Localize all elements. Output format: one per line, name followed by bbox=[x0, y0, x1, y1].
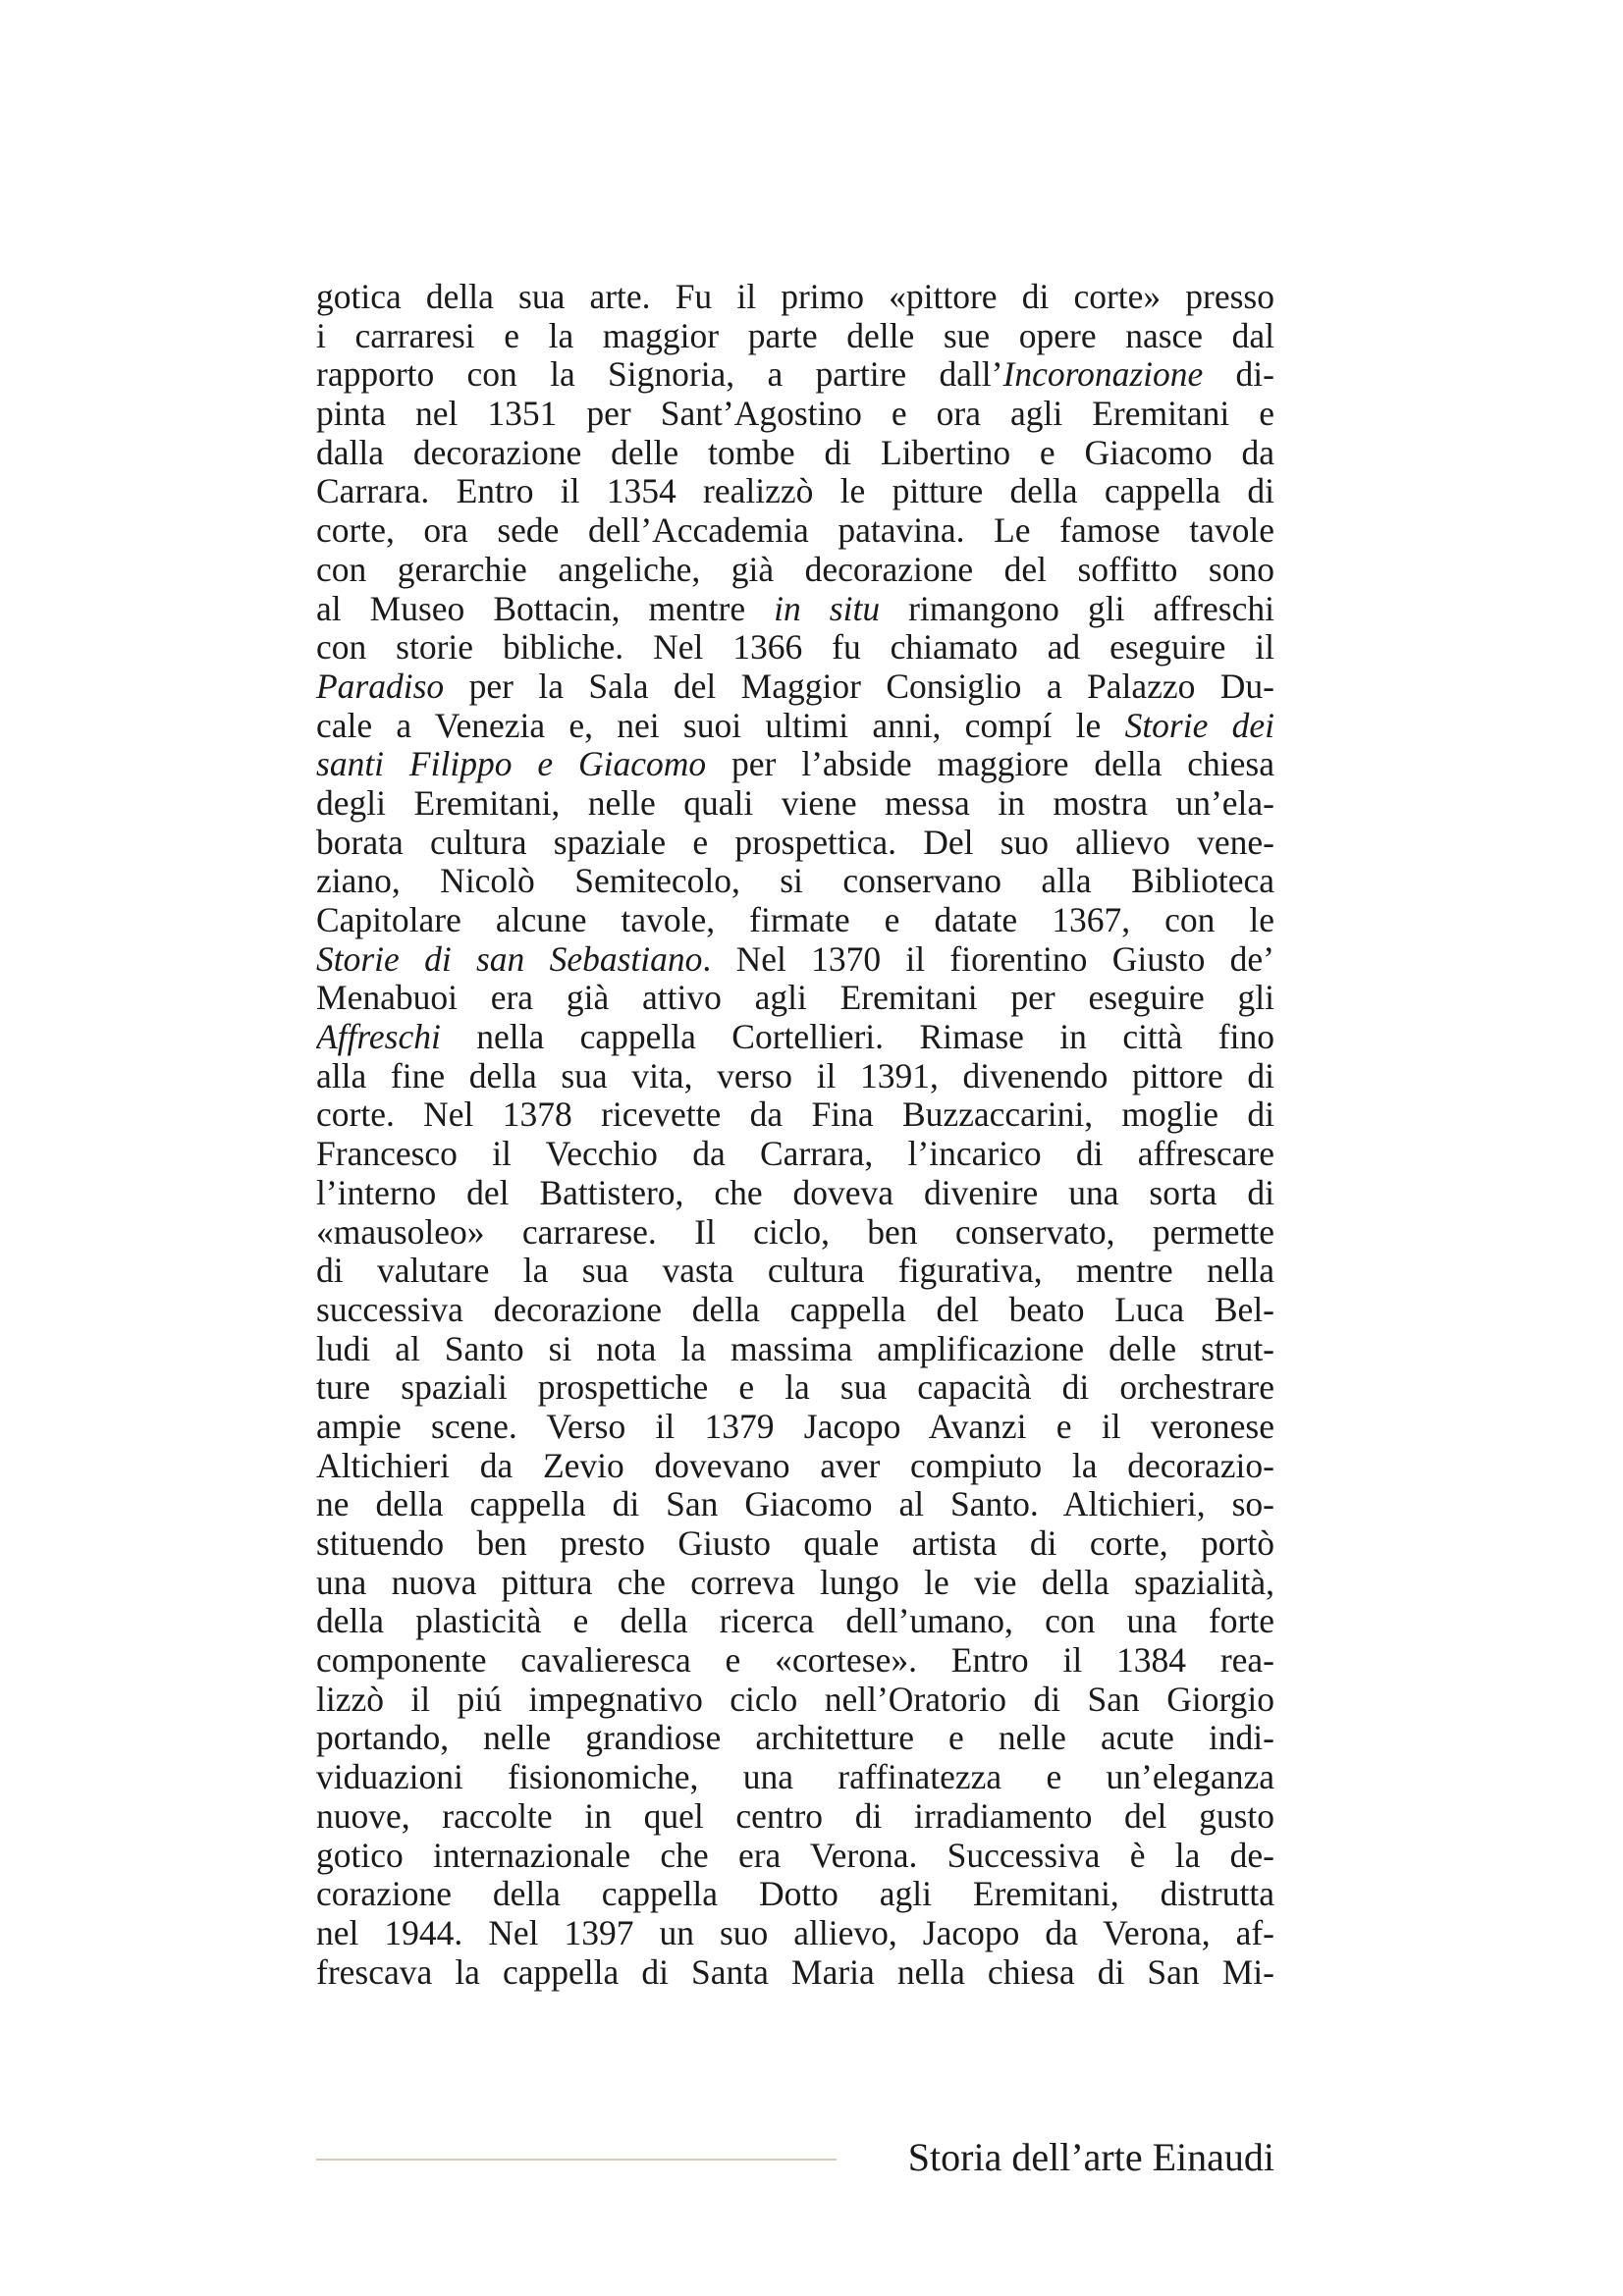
text-line bbox=[316, 901, 1274, 940]
text-run: borata cultura spaziale e prospettica. Del suo allievo vene- bbox=[316, 823, 1274, 862]
text-line bbox=[316, 1368, 1274, 1408]
text-run: una nuova pittura che correva lungo le vie della spazialità, bbox=[316, 1563, 1274, 1602]
text-run: stituendo ben presto Giusto quale artista di corte, portò bbox=[316, 1524, 1274, 1563]
text-line bbox=[316, 395, 1274, 434]
italic-run: santi Filippo e Giacomo bbox=[316, 745, 707, 784]
text-line bbox=[316, 1837, 1274, 1876]
text-run: «mausoleo» carrarese. Il ciclo, ben conservato, permette bbox=[316, 1212, 1274, 1252]
text-run: . Nel 1370 il fiorentino Giusto de’ bbox=[702, 939, 1274, 979]
text-run: cale a Venezia e, nei suoi ultimi anni, compí le bbox=[316, 706, 1125, 745]
text-run: Menabuoi era già attivo agli Eremitani per eseguire gli bbox=[316, 979, 1274, 1018]
text-run: dalla decorazione delle tombe di Libertino e Giacomo da bbox=[316, 433, 1274, 472]
text-line bbox=[316, 511, 1274, 551]
text-run: frescava la cappella di Santa Maria nella chiesa di San Mi- bbox=[316, 1952, 1274, 1992]
text-line bbox=[316, 1681, 1274, 1720]
text-line bbox=[316, 278, 1274, 317]
text-line bbox=[316, 745, 1274, 784]
text-run: ne della cappella di San Giacomo al Santo. Altichieri, so- bbox=[316, 1485, 1274, 1524]
text-run: di- bbox=[1203, 355, 1274, 395]
text-line bbox=[316, 862, 1274, 901]
text-run: alla fine della sua vita, verso il 1391, divenendo pittore di bbox=[316, 1056, 1274, 1095]
text-line bbox=[316, 551, 1274, 590]
text-run: corazione della cappella Dotto agli Eremitani, distrutta bbox=[316, 1875, 1274, 1914]
text-run: lizzò il piú impegnativo ciclo nell’Oratorio di San Giorgio bbox=[316, 1680, 1274, 1719]
text-line bbox=[316, 1953, 1274, 1993]
text-run: Francesco il Vecchio da Carrara, l’incarico di affrescare bbox=[316, 1135, 1274, 1174]
text-run: corte. Nel 1378 ricevette da Fina Buzzaccarini, moglie di bbox=[316, 1095, 1274, 1135]
text-run: pinta nel 1351 per Sant’Agostino e ora agli Eremitani e bbox=[316, 395, 1274, 434]
text-run: ziano, Nicolò Semitecolo, si conservano alla Biblioteca bbox=[316, 862, 1274, 901]
text-line bbox=[316, 355, 1274, 395]
text-line bbox=[316, 1330, 1274, 1369]
text-line bbox=[316, 317, 1274, 356]
text-run: della plasticità e della ricerca dell’umano, con una forte bbox=[316, 1602, 1274, 1641]
italic-run: Affreschi bbox=[316, 1018, 441, 1057]
text-run: Altichieri da Zevio dovevano aver compiuto la decorazio- bbox=[316, 1446, 1274, 1485]
text-run: nel 1944. Nel 1397 un suo allievo, Jacopo da Verona, af- bbox=[316, 1913, 1274, 1952]
text-line bbox=[316, 1213, 1274, 1253]
footer-rule bbox=[316, 2159, 837, 2161]
italic-run: in situ bbox=[774, 589, 881, 628]
text-line bbox=[316, 628, 1274, 667]
text-run: i carraresi e la maggior parte delle sue opere nasce dal bbox=[316, 316, 1274, 355]
italic-run: Incoronazione bbox=[1002, 355, 1204, 395]
text-line bbox=[316, 1641, 1274, 1681]
italic-run: Storie di san Sebastiano bbox=[316, 939, 703, 979]
text-line bbox=[316, 1602, 1274, 1641]
text-line bbox=[316, 434, 1274, 473]
text-line bbox=[316, 1291, 1274, 1330]
text-line bbox=[316, 1447, 1274, 1486]
text-run: rapporto con la Signoria, a partire dall’ bbox=[316, 355, 1003, 395]
text-line bbox=[316, 940, 1274, 980]
text-line bbox=[316, 1524, 1274, 1564]
body-text bbox=[316, 278, 1274, 1992]
text-run: ampie scene. Verso il 1379 Jacopo Avanzi e il veronese bbox=[316, 1407, 1274, 1446]
text-line bbox=[316, 824, 1274, 863]
text-run: gotica della sua arte. Fu il primo «pittore di corte» presso bbox=[316, 278, 1274, 316]
text-line bbox=[316, 1758, 1274, 1797]
text-line bbox=[316, 784, 1274, 824]
text-run: gotico internazionale che era Verona. Successiva è la de- bbox=[316, 1836, 1274, 1875]
text-line bbox=[316, 667, 1274, 707]
text-line bbox=[316, 1135, 1274, 1174]
text-run: Capitolare alcune tavole, firmate e datate 1367, con le bbox=[316, 901, 1274, 939]
text-run: di valutare la sua vasta cultura figurativa, mentre nella bbox=[316, 1252, 1274, 1291]
text-line bbox=[316, 1174, 1274, 1213]
text-run: componente cavalieresca e «cortese». Entro il 1384 rea- bbox=[316, 1641, 1274, 1681]
text-line bbox=[316, 1797, 1274, 1837]
text-line bbox=[316, 1018, 1274, 1057]
text-line bbox=[316, 707, 1274, 746]
text-run: per la Sala del Maggior Consiglio a Palazzo Du- bbox=[444, 667, 1274, 706]
text-run: al Museo Bottacin, mentre bbox=[316, 589, 775, 628]
text-run: nella cappella Cortellieri. Rimase in città fino bbox=[440, 1018, 1274, 1057]
text-run: con gerarchie angeliche, già decorazione del soffitto sono bbox=[316, 550, 1274, 589]
text-run: per l’abside maggiore della chiesa bbox=[706, 745, 1274, 784]
text-line bbox=[316, 1057, 1274, 1096]
italic-run: Storie dei bbox=[1124, 706, 1274, 745]
text-line bbox=[316, 472, 1274, 511]
text-run: successiva decorazione della cappella del beato Luca Bel- bbox=[316, 1290, 1274, 1329]
text-run: l’interno del Battistero, che doveva divenire una sorta di bbox=[316, 1173, 1274, 1212]
text-line bbox=[316, 1564, 1274, 1603]
page-footer bbox=[316, 2130, 1274, 2189]
italic-run: Paradiso bbox=[316, 667, 445, 706]
text-run: rimangono gli affreschi bbox=[880, 589, 1274, 628]
text-run: degli Eremitani, nelle quali viene messa in mostra un’ela- bbox=[316, 783, 1274, 823]
text-line bbox=[316, 1252, 1274, 1291]
text-run: viduazioni fisionomiche, una raffinatezza e un’eleganza bbox=[316, 1758, 1274, 1797]
text-line bbox=[316, 1408, 1274, 1447]
text-line bbox=[316, 1485, 1274, 1524]
text-run: nuove, raccolte in quel centro di irradiamento del gusto bbox=[316, 1796, 1274, 1836]
text-line bbox=[316, 1719, 1274, 1758]
footer-title: Storia dell’arte Einaudi bbox=[907, 2135, 1274, 2179]
text-run: ture spaziali prospettiche e la sua capacità di orchestrare bbox=[316, 1368, 1274, 1408]
text-line bbox=[316, 1095, 1274, 1135]
text-line bbox=[316, 1914, 1274, 1953]
text-line bbox=[316, 979, 1274, 1018]
text-line bbox=[316, 590, 1274, 629]
text-run: con storie bibliche. Nel 1366 fu chiamato ad eseguire il bbox=[316, 628, 1274, 667]
text-run: ludi al Santo si nota la massima amplificazione delle strut- bbox=[316, 1329, 1274, 1368]
text-run: portando, nelle grandiose architetture e nelle acute indi- bbox=[316, 1719, 1274, 1758]
text-run: corte, ora sede dell’Accademia patavina. Le famose tavole bbox=[316, 511, 1274, 551]
text-run: Carrara. Entro il 1354 realizzò le pitture della cappella di bbox=[316, 472, 1274, 511]
text-line bbox=[316, 1875, 1274, 1914]
